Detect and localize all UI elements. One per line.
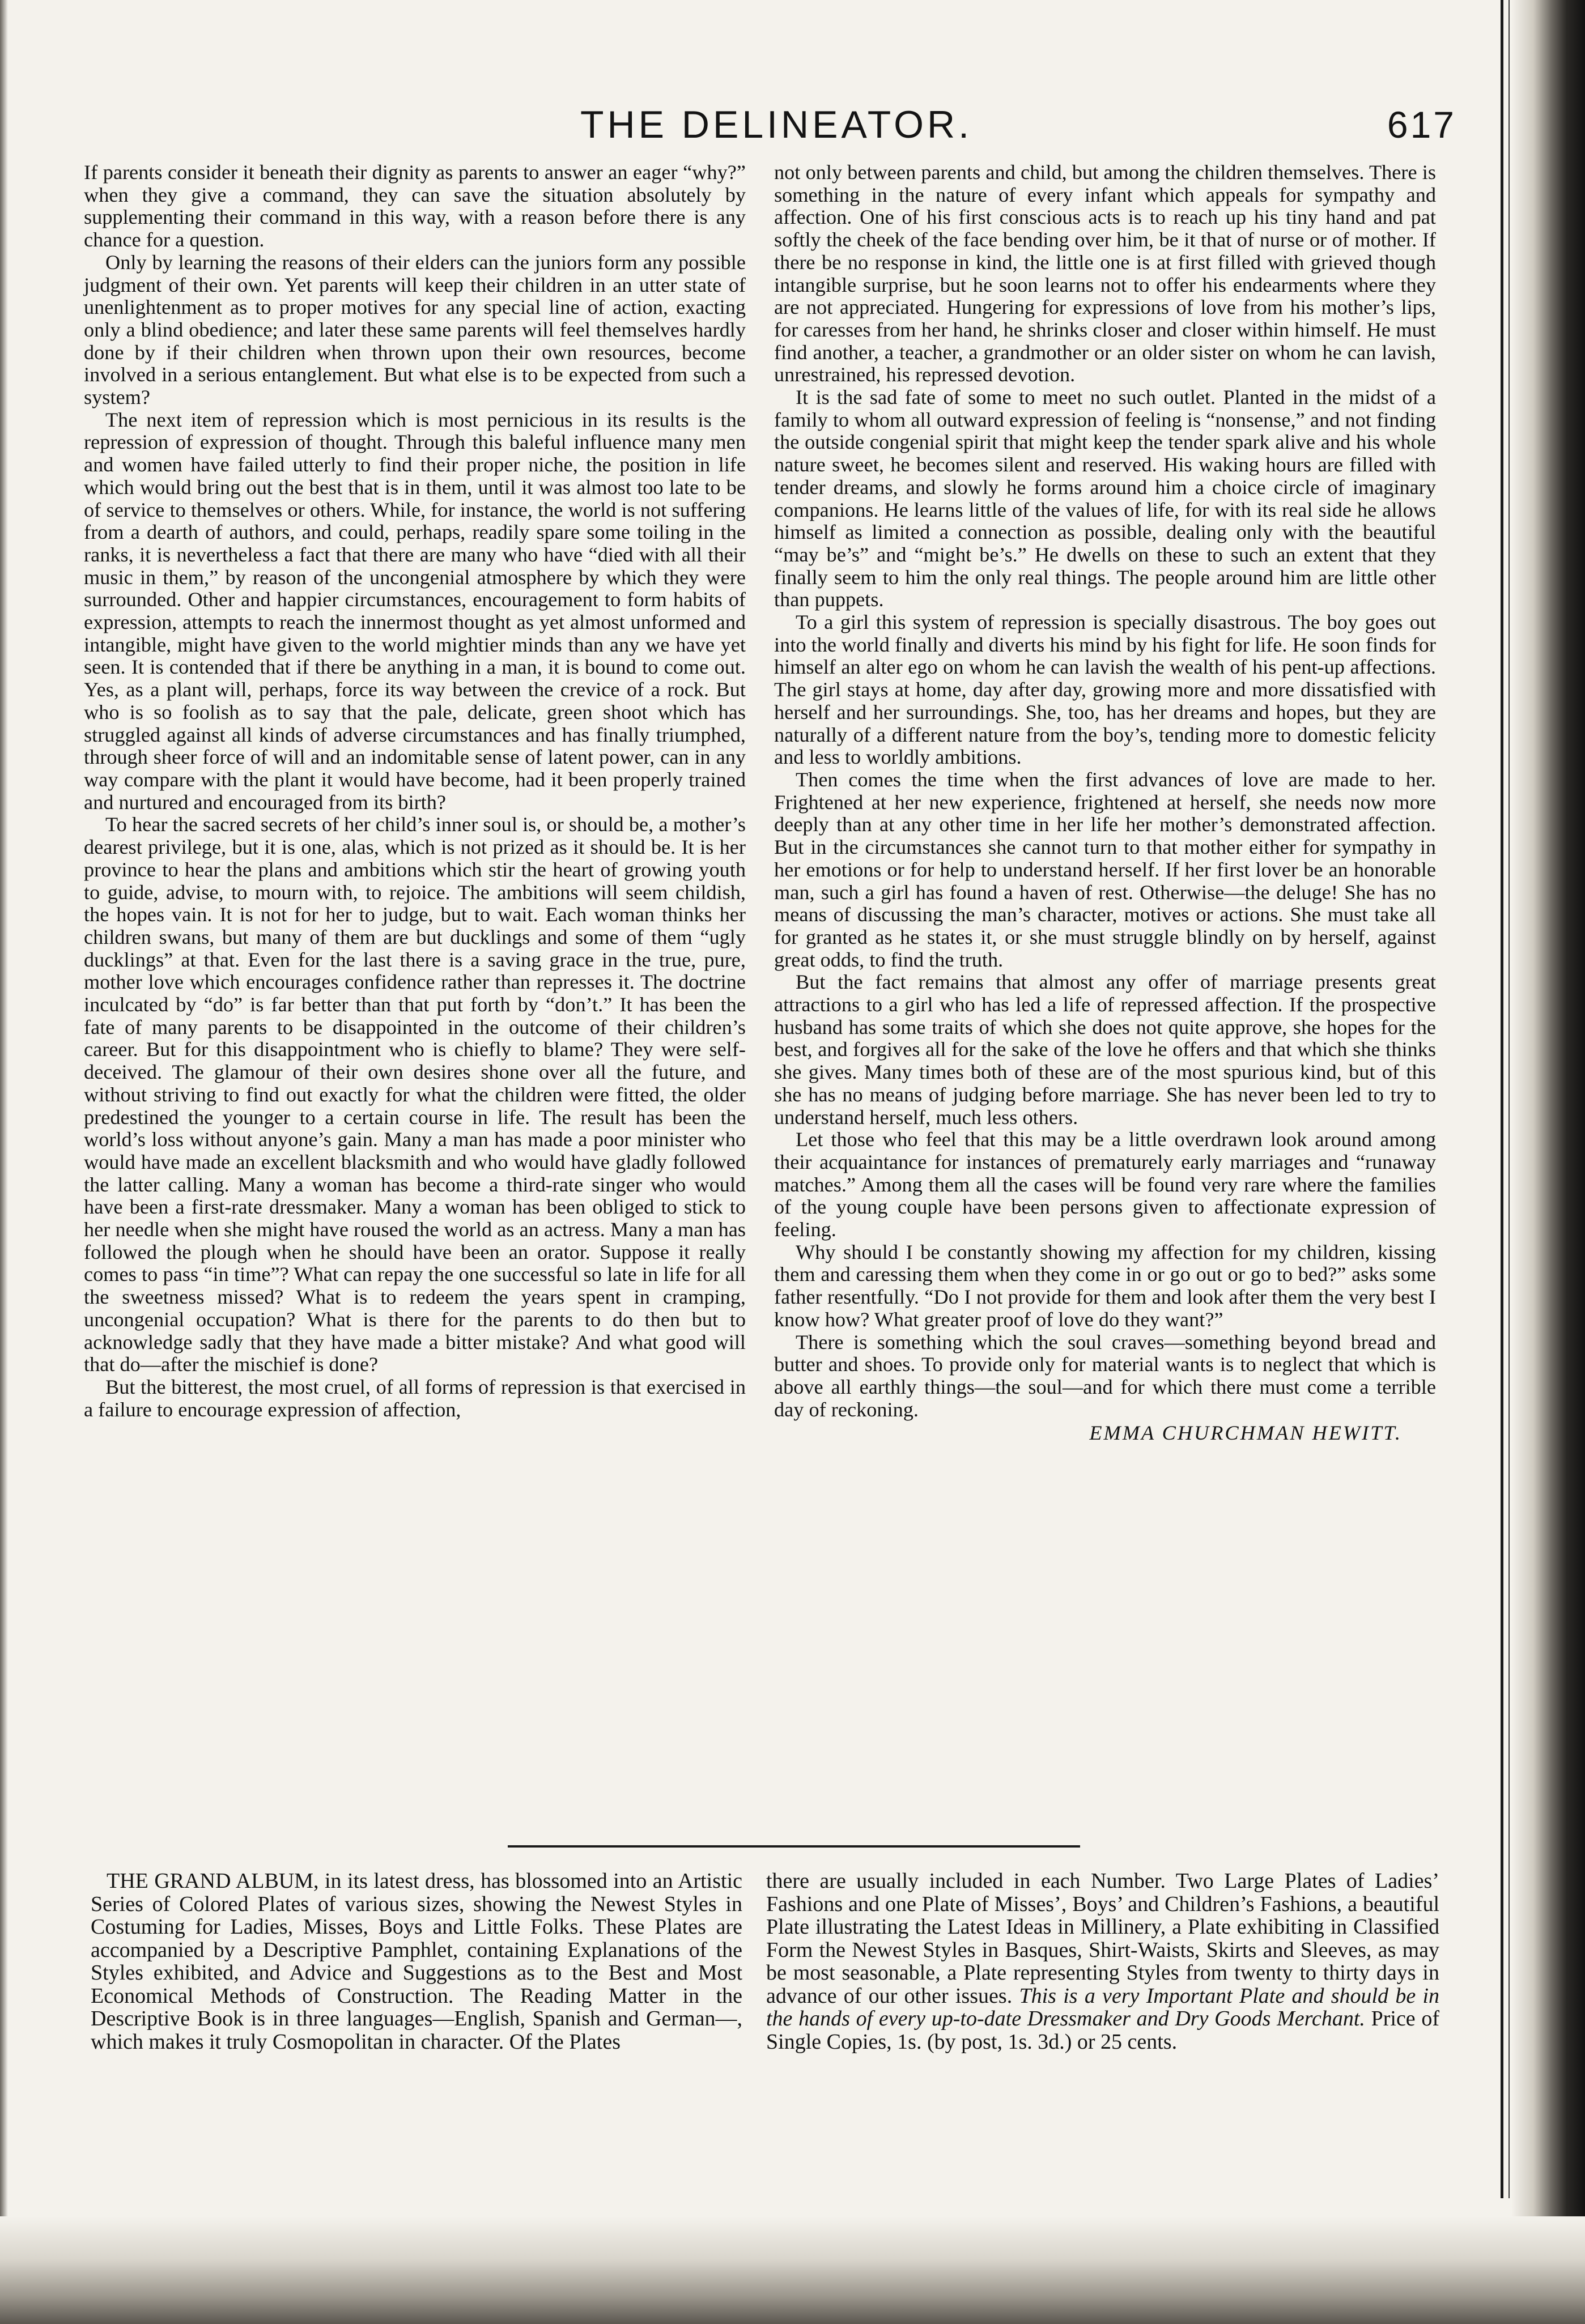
article-paragraph: But the bitterest, the most cruel, of all forms of repression is that exercised in a failure to encourage expression of affection, <box>84 1375 746 1421</box>
advertisement-price: Price of Single Copies, 1s. (by post, 1s. 3d.) or 25 cents. <box>766 2007 1440 2054</box>
page-border-rule <box>1501 0 1503 2198</box>
article-paragraph: Why should I be constantly showing my affection for my children, kissing them and caressing them when they come in or go out or go to bed?” asks some father resentfully. “Do I not provide for them and look after them the very best I know how? What greater proof of love do they want?” <box>774 1240 1436 1331</box>
scan-right-edge <box>1511 0 1585 2324</box>
article-right-column <box>774 161 1436 1445</box>
advertisement-left-column <box>91 1870 742 2053</box>
page-header <box>96 99 1456 150</box>
advertisement-italic-note: This is a very Important Plate and should be in the hands of every up-to-date Dressmaker and Dry Goods Merchant. <box>766 1984 1440 2031</box>
article-paragraph: To a girl this system of repression is specially disastrous. The boy goes out into the world finally and diverts his mind by his fight for life. He soon finds for himself an alter ego on whom he can lavish the wealth of his pent-up affections. The girl stays at home, day after day, growing more and more dissatisfied with herself and her surroundings. She, too, has her dreams and hopes, but they are naturally of a different nature from the boy’s, tending more to domestic felicity and less to worldly ambitions. <box>774 611 1436 769</box>
advertisement-text: THE GRAND ALBUM, in its latest dress, has blossomed into an Artistic Series of Colored Plates of various sizes, showing the Newest Styles in Costuming for Ladies, Misses, Boys and Little Folks. These Plates are accompanied by a Descriptive Pamphlet, containing Explanations of the Styles exhibited, and Advice and Suggestions as to the Best and Most Economical Methods of Construction. The Reading Matter in the Descriptive Book is in three languages—English, Spanish and German—, which makes it truly Cosmopolitan in character. Of the Plates <box>91 1869 742 2054</box>
section-divider <box>508 1845 1080 1848</box>
article-paragraph: To hear the sacred secrets of her child’s inner soul is, or should be, a mother’s dearest privilege, but it is one, alas, which is not prized as it should be. It is her province to hear the plans and ambitions which stir the heart of growing youth to guide, advise, to mourn with, to rejoice. The ambitions will seem childish, the hopes vain. It is not for her to judge, but to wait. Each woman thinks her children swans, but many of them are but ducklings and some of them “ugly ducklings” at that. Even for the last there is a saving grace in the true, pure, mother love which encourages confidence rather than represses it. The doctrine inculcated by “do” is far better than that put forth by “don’t.” It has been the fate of many parents to be disappointed in the outcome of their children’s career. But for this disappointment who is chiefly to blame? They were self-deceived. The glamour of their own desires shone over all the future, and without striving to find out exactly for what the children were fitted, the older predestined the younger to a certain course in life. The result has been the world’s loss without anyone’s gain. Many a man has made a poor minister who would have made an excellent blacksmith and who would have gladly followed the latter calling. Many a woman has become a third-rate singer who would have been a first-rate dressmaker. Many a woman has been obliged to stick to her needle when she might have roused the world as an actress. Many a man has followed the plough when he should have been an orator. Suppose it really comes to pass “in time”? What can repay the one successful so late in life for all the sweetness missed? What is to redeem the years spent in cramping, uncongenial occupation? What is there for the parents to do then but to acknowledge sadly that they have made a bitter mistake? And what good will that do—after the mischief is done? <box>84 813 746 1376</box>
scan-left-edge <box>0 0 8 2324</box>
article-paragraph: There is something which the soul craves—something beyond bread and butter and shoes. To provide only for material wants is to neglect that which is above all earthly things—the soul—and for which there must come a terrible day of reckoning. <box>774 1330 1436 1421</box>
article-paragraph: But the fact remains that almost any offer of marriage presents great attractions to a girl who has led a life of repressed affection. If the prospective husband has some traits of which she does not quite approve, she hopes for the best, and forgives all for the sake of the love he offers and that which she thinks she gives. Many times both of these are of the most spurious kind, but of this she has no means of judging before marriage. She has never been led to try to understand herself, much less others. <box>774 971 1436 1129</box>
article-paragraph: Let those who feel that this may be a little overdrawn look around among their acquaintance for instances of prematurely early marriages and “runaway matches.” Among them all the cases will be found very rare where the families of the young couple have been persons given to affectionate expression of feeling. <box>774 1128 1436 1241</box>
advertisement-right-column <box>766 1870 1439 2053</box>
page-number: 617 <box>1387 104 1456 146</box>
article-paragraph: not only between parents and child, but among the children themselves. There is something in the nature of every infant which appeals for sympathy and affection. One of his first conscious acts is to reach up his tiny hand and pat softly the cheek of the face bending over him, be it that of nurse or of mother. If there be no response in kind, the little one is at first filled with grieved though intangible surprise, but he soon learns not to offer his endearments where they are not appreciated. Hungering for expressions of love from his mother’s lips, for caresses from her hand, he shrinks closer and closer within himself. He must find another, a teacher, a grandmother or an older sister on whom he can lavish, unrestrained, his repressed devotion. <box>774 161 1436 386</box>
advertisement-text: there are usually included in each Number. Two Large Plates of Ladies’ Fashions and one Plate of Misses’, Boys’ and Children’s Fashions, a beautiful Plate illustrating the Latest Ideas in Millinery, a Plate exhibiting in Classified Form the Newest Styles in Basques, Shirt-Waists, Skirts and Sleeves, as may be most seasonable, a Plate representing Styles from twenty to thirty days in advance of our other issues. <box>766 1869 1439 2008</box>
advertisement-paragraph <box>766 1870 1439 2053</box>
page-border-rule-inner <box>1508 0 1510 2198</box>
article-paragraph: Then comes the time when the first advances of love are made to her. Frightened at her new experience, frightened at herself, she needs now more deeply than at any other time in her life her mother’s demonstrated affection. But in the circumstances she cannot turn to that mother either for sympathy in her emotions or for help to understand herself. If her first lover be an honorable man, such a girl has found a haven of rest. Otherwise—the deluge! She has no means of discussing the man’s character, motives or actions. She must take all for granted as he states it, or she must struggle blindly on by herself, against great odds, to find the truth. <box>774 768 1436 971</box>
article-paragraph: It is the sad fate of some to meet no such outlet. Planted in the midst of a family to whom all outward expression of feeling is “nonsense,” and not finding the outside congenial spirit that might keep the tender spark alive and his whole nature sweet, he becomes silent and reserved. His waking hours are filled with tender dreams, and slowly he forms around him a choice circle of imaginary companions. He learns little of the values of life, for with its real side he allows himself as limited a connection as possible, dealing only with the beautiful “may be’s” and “might be’s.” He dwells on these to such an extent that they finally seem to him the only real things. The people around him are little other than puppets. <box>774 386 1436 611</box>
scan-bottom-edge <box>0 2216 1585 2324</box>
article-left-column <box>84 161 746 1421</box>
article-paragraph: The next item of repression which is most pernicious in its results is the repression of expression of thought. Through this baleful influence many men and women have failed utterly to find their proper niche, the position in life which would bring out the best that is in them, until it was almost too late to be of service to themselves or others. While, for instance, the world is not suffering from a dearth of authors, and could, perhaps, readily spare some toiling in the ranks, it is nevertheless a fact that there are many who have “died with all their music in them,” by reason of the uncongenial atmosphere by which they were surrounded. Other and happier circumstances, encouragement to form habits of expression, attempts to reach the innermost thought as yet almost unformed and intangible, might have given to the world mightier minds than any we have yet seen. It is contended that if there be anything in a man, it is bound to come out. Yes, as a plant will, perhaps, force its way between the crevice of a rock. But who is so foolish as to say that the pale, delicate, green shoot which has struggled against all kinds of adverse circumstances and has finally triumphed, through sheer force of will and an indomitable sense of latent power, can in any way compare with the plant it would have become, had it been properly trained and nurtured and encouraged from its birth? <box>84 408 746 814</box>
author-signature: EMMA CHURCHMAN HEWITT. <box>1089 1421 1402 1445</box>
article-paragraph: Only by learning the reasons of their elders can the juniors form any possible judgment of their own. Yet parents will keep their children in an utter state of unenlightenment as to proper motives for any special line of action, exacting only a blind obedience; and later these same parents will feel themselves hardly done by if their children when thrown upon their own resources, become involved in a serious entanglement. But what else is to be expected from such a system? <box>84 250 746 409</box>
magazine-title: THE DELINEATOR. <box>580 103 973 146</box>
article-paragraph: If parents consider it beneath their dignity as parents to answer an eager “why?” when they give a command, they can save the situation absolutely by supplementing their command in this way, with a reason before there is any chance for a question. <box>84 161 746 252</box>
